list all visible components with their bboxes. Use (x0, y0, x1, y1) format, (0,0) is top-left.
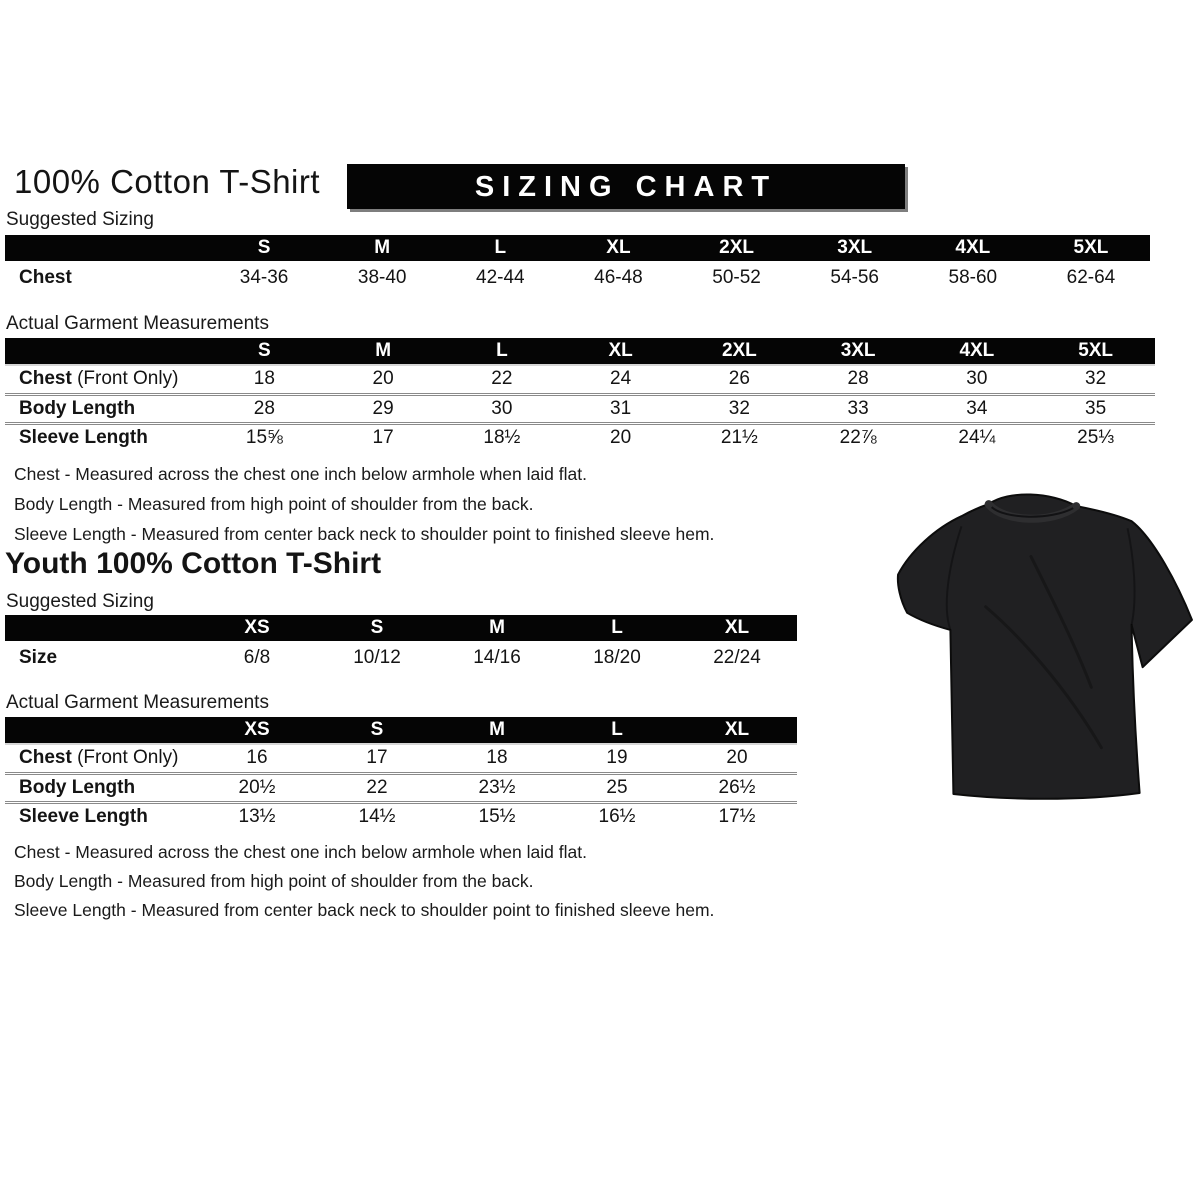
measurement-cell: 34 (966, 397, 988, 419)
row-label (5, 641, 197, 674)
column-header-xl: XL (677, 615, 797, 641)
row-label (5, 394, 205, 423)
measurement-cell: 31 (610, 397, 632, 419)
column-header-m: M (323, 235, 441, 261)
measurement-cell: 26½ (718, 776, 756, 798)
column-header-l: L (441, 235, 559, 261)
measurement-cell: 46-48 (594, 266, 643, 288)
measurement-cell: 20 (610, 427, 632, 449)
youth-actual-measurements-table (5, 717, 797, 831)
measurement-cell: 22/24 (713, 646, 761, 668)
column-header-xs: XS (197, 717, 317, 744)
black-tshirt-image (890, 486, 1198, 800)
column-header-5xl: 5XL (1036, 338, 1155, 365)
column-header-2xl: 2XL (678, 235, 796, 261)
column-header-4xl: 4XL (918, 338, 1037, 365)
row-label (5, 365, 205, 394)
measurement-cell: 16½ (598, 806, 636, 828)
column-header-s: S (317, 615, 437, 641)
adult-measurement-notes (14, 459, 714, 549)
column-header-3xl: 3XL (796, 235, 914, 261)
measurement-cell: 14/16 (473, 646, 521, 668)
column-header-5xl: 5XL (1032, 235, 1150, 261)
measurement-cell: 20 (726, 747, 748, 769)
note-line: Body Length - Measured from high point of shoulder from the back. (14, 871, 534, 891)
measurement-cell: 54-56 (830, 266, 879, 288)
measurement-cell: 25⅓ (1077, 427, 1115, 449)
measurement-cell: 24 (610, 368, 632, 390)
row-label (5, 773, 197, 802)
column-header-xl: XL (561, 338, 680, 365)
column-header-l: L (443, 338, 562, 365)
measurement-cell: 33 (847, 397, 869, 419)
measurement-cell: 17½ (718, 806, 756, 828)
measurement-cell: 58-60 (948, 266, 998, 288)
measurement-cell: 17 (366, 747, 388, 769)
measurement-cell: 24¼ (958, 427, 996, 449)
column-header-3xl: 3XL (799, 338, 918, 365)
measurement-cell: 22⅞ (839, 427, 877, 449)
measurement-cell: 17 (372, 427, 394, 449)
column-header-s: S (317, 717, 437, 744)
column-header-xs: XS (197, 615, 317, 641)
measurement-cell: 29 (372, 397, 394, 419)
row-label (5, 802, 197, 831)
note-line: Chest - Measured across the chest one inch below armhole when laid flat. (14, 464, 587, 484)
row-label-text: Sleeve Length (19, 806, 148, 828)
measurement-cell: 13½ (238, 806, 276, 828)
adult-suggested-sizing-table (5, 235, 1150, 294)
measurement-cell: 42-44 (476, 266, 525, 288)
measurement-cell: 22 (366, 776, 388, 798)
measurement-cell: 19 (606, 747, 628, 769)
note-line: Sleeve Length - Measured from center back neck to shoulder point to finished sleeve hem. (14, 524, 715, 544)
measurement-cell: 28 (253, 397, 275, 419)
tshirt-body-shape (898, 495, 1192, 799)
page-title: 100% Cotton T-Shirt (14, 163, 321, 200)
column-header-m: M (437, 717, 557, 744)
column-header-2xl: 2XL (680, 338, 799, 365)
measurement-cell: 22 (491, 368, 513, 390)
measurement-cell: 34-36 (239, 266, 289, 288)
row-label-text: Chest (19, 747, 72, 769)
column-header-4xl: 4XL (914, 235, 1032, 261)
sizing-chart-banner: SIZING CHART (347, 164, 905, 209)
column-header-xl: XL (559, 235, 677, 261)
measurement-cell: 35 (1085, 397, 1107, 419)
column-header-m: M (437, 615, 557, 641)
header-spacer-cell (5, 235, 205, 261)
row-label (5, 423, 205, 452)
measurement-cell: 30 (966, 368, 988, 390)
row-label-suffix: (Front Only) (71, 368, 179, 390)
header-spacer-cell (5, 717, 197, 744)
note-line: Sleeve Length - Measured from center back neck to shoulder point to finished sleeve hem. (14, 900, 715, 920)
note-line: Body Length - Measured from high point of shoulder from the back. (14, 494, 534, 514)
header-spacer-cell (5, 615, 197, 641)
measurement-cell: 10/12 (353, 646, 401, 668)
row-label-text: Body Length (19, 397, 136, 419)
measurement-cell: 25 (606, 776, 628, 798)
adult-actual-measurements-label: Actual Garment Measurements (6, 313, 269, 334)
column-header-s: S (205, 338, 324, 365)
measurement-cell: 21½ (720, 427, 758, 449)
adult-suggested-sizing-label: Suggested Sizing (6, 209, 154, 230)
row-label-text: Size (19, 646, 58, 668)
youth-actual-measurements-label: Actual Garment Measurements (6, 692, 269, 713)
measurement-cell: 6/8 (243, 646, 271, 668)
column-header-m: M (324, 338, 443, 365)
row-label-text: Chest (19, 266, 72, 288)
measurement-cell: 28 (847, 368, 869, 390)
measurement-cell: 20½ (238, 776, 276, 798)
youth-title: Youth 100% Cotton T-Shirt (5, 547, 382, 580)
note-line: Chest - Measured across the chest one inch below armhole when laid flat. (14, 842, 587, 862)
measurement-cell: 16 (246, 747, 268, 769)
measurement-cell: 18 (486, 747, 508, 769)
measurement-cell: 32 (728, 397, 750, 419)
measurement-cell: 15½ (478, 806, 516, 828)
measurement-cell: 23½ (478, 776, 516, 798)
adult-actual-measurements-table (5, 338, 1155, 452)
measurement-cell: 15⅝ (245, 427, 283, 449)
row-label-text: Body Length (19, 776, 136, 798)
measurement-cell: 18 (253, 368, 275, 390)
measurement-cell: 18½ (483, 427, 521, 449)
column-header-l: L (557, 717, 677, 744)
measurement-cell: 62-64 (1066, 266, 1116, 288)
measurement-cell: 14½ (358, 806, 396, 828)
youth-suggested-sizing-label: Suggested Sizing (6, 591, 154, 612)
row-label-text: Sleeve Length (19, 427, 148, 449)
measurement-cell: 32 (1085, 368, 1107, 390)
measurement-cell: 26 (728, 368, 750, 390)
measurement-cell: 30 (491, 397, 513, 419)
row-label-suffix: (Front Only) (71, 747, 179, 769)
measurement-cell: 20 (372, 368, 394, 390)
measurement-cell: 50-52 (712, 266, 761, 288)
row-label-text: Chest (19, 368, 72, 390)
column-header-s: S (205, 235, 323, 261)
measurement-cell: 18/20 (593, 646, 641, 668)
measurement-cell: 38-40 (357, 266, 407, 288)
column-header-xl: XL (677, 717, 797, 744)
row-label (5, 744, 197, 773)
youth-measurement-notes (14, 838, 714, 925)
youth-suggested-sizing-table (5, 615, 797, 674)
header-spacer-cell (5, 338, 205, 365)
column-header-l: L (557, 615, 677, 641)
row-label (5, 261, 205, 294)
